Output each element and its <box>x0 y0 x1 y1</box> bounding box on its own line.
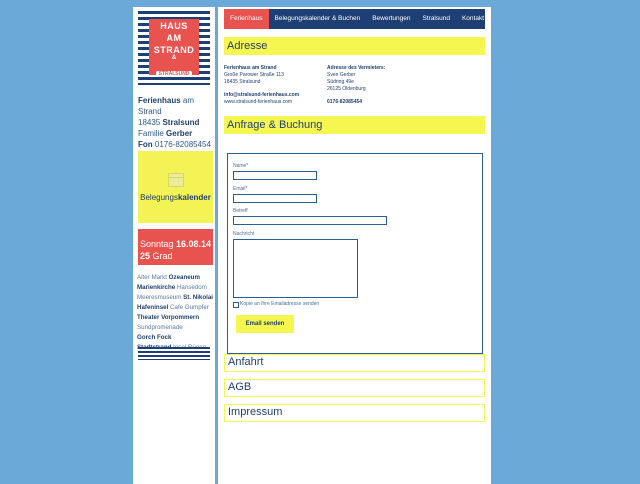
info-name-bold: Ferienhaus <box>138 96 181 105</box>
sidebar <box>133 7 215 484</box>
info-fon: 0176-82085454 <box>152 140 211 149</box>
contact-info <box>138 95 218 150</box>
calendar-label-bold: kalender <box>177 193 211 202</box>
tab-ferienhaus[interactable]: Ferienhaus <box>224 9 269 29</box>
addr-right-title: Adresse des Vermieters: <box>327 65 386 71</box>
tag-link[interactable]: Ozeaneum <box>168 274 200 281</box>
weather-unit: Grad <box>150 251 173 261</box>
logo-line-1: HAUS <box>160 21 188 31</box>
tag-link[interactable]: Meeresmuseum <box>137 294 182 301</box>
tag-link[interactable]: Hafeninsel <box>137 304 169 311</box>
email-label: Email* <box>233 186 248 192</box>
tag-link[interactable]: Theater Vorpommern <box>137 314 200 321</box>
tab-kontakt[interactable]: Kontakt <box>461 15 485 22</box>
addr-left-city: 18435 Stralsund <box>224 79 261 85</box>
site-logo[interactable] <box>149 19 199 75</box>
tag-link[interactable]: Marienkirche <box>137 284 176 291</box>
weather-date: 16.08.14 <box>176 239 212 249</box>
tag-link[interactable]: Sundpromenade <box>137 324 183 331</box>
tag-link[interactable]: Alter Markt <box>137 274 167 281</box>
address-left <box>224 65 299 106</box>
info-city: Stralsund <box>162 118 200 127</box>
info-family: Gerber <box>166 129 193 138</box>
name-label: Name* <box>233 163 249 169</box>
tab-belegungskalender[interactable]: Belegungskalender & Buchen <box>274 15 361 22</box>
section-agb-heading[interactable]: AGB <box>224 379 485 397</box>
calendar-button[interactable] <box>138 151 213 223</box>
addr-right-city: 26125 Oldenburg <box>327 86 366 92</box>
weather-day: Sonntag <box>140 239 177 249</box>
section-adresse-heading[interactable]: Adresse <box>224 37 485 55</box>
logo-line-2: AM <box>166 33 182 43</box>
bottom-stripes <box>138 347 210 360</box>
logo-ampersand: & <box>171 55 177 61</box>
info-zip: 18435 <box>138 118 163 127</box>
main-content <box>218 7 491 484</box>
email-field[interactable] <box>233 194 317 203</box>
addr-right-name: Sven Gerber <box>327 72 356 78</box>
section-anfrage-heading[interactable]: Anfrage & Buchung <box>224 116 485 134</box>
copy-checkbox[interactable] <box>233 302 239 308</box>
address-right <box>327 65 385 106</box>
section-anfahrt-heading[interactable]: Anfahrt <box>224 354 485 372</box>
tag-link[interactable]: Gorch Fock <box>137 334 172 341</box>
name-field[interactable] <box>233 171 317 180</box>
tag-cloud <box>137 273 217 353</box>
calendar-label-pre: Belegungs <box>140 193 178 202</box>
section-impressum-heading[interactable]: Impressum <box>224 404 485 422</box>
copy-checkbox-label: Kopie an Ihre Emailadresse senden <box>240 301 320 307</box>
addr-left-title: Ferienhaus am Strand <box>224 65 277 71</box>
info-fon-label: Fon <box>138 140 153 149</box>
addr-left-email[interactable]: info@stralsund-ferienhaus.com <box>224 92 300 98</box>
tag-link[interactable]: Cafe Gumpfer <box>170 304 209 311</box>
contact-form <box>227 153 483 354</box>
weather-box <box>138 229 213 265</box>
message-textarea[interactable] <box>233 239 358 298</box>
logo-badge: STRALSUND <box>156 71 193 77</box>
subject-field[interactable] <box>233 216 387 225</box>
weather-temp: 25 <box>140 251 151 261</box>
addr-left-street: Große Parower Straße 113 <box>224 72 284 78</box>
addr-left-web[interactable]: www.stralsund-ferienhaus.com <box>224 99 293 105</box>
tag-link[interactable]: St. Nikolai <box>183 294 214 301</box>
main-nav <box>224 9 485 29</box>
logo-line-3: STRAND <box>153 45 195 55</box>
message-label: Nachricht <box>233 231 255 237</box>
addr-right-street: Südring 49e <box>327 79 354 85</box>
tag-link[interactable]: Hansedom <box>176 284 207 291</box>
tab-bewertungen[interactable]: Bewertungen <box>372 15 411 22</box>
subject-label: Betreff <box>233 208 248 214</box>
send-email-button[interactable]: Email senden <box>236 315 294 333</box>
calendar-icon <box>168 173 184 187</box>
info-family-pre: Familie <box>138 129 167 138</box>
calendar-label <box>138 193 213 202</box>
tab-stralsund[interactable]: Stralsund <box>422 15 450 22</box>
info-name-rest: am Strand <box>138 96 195 116</box>
addr-right-phone: 0176-82085454 <box>327 99 363 105</box>
